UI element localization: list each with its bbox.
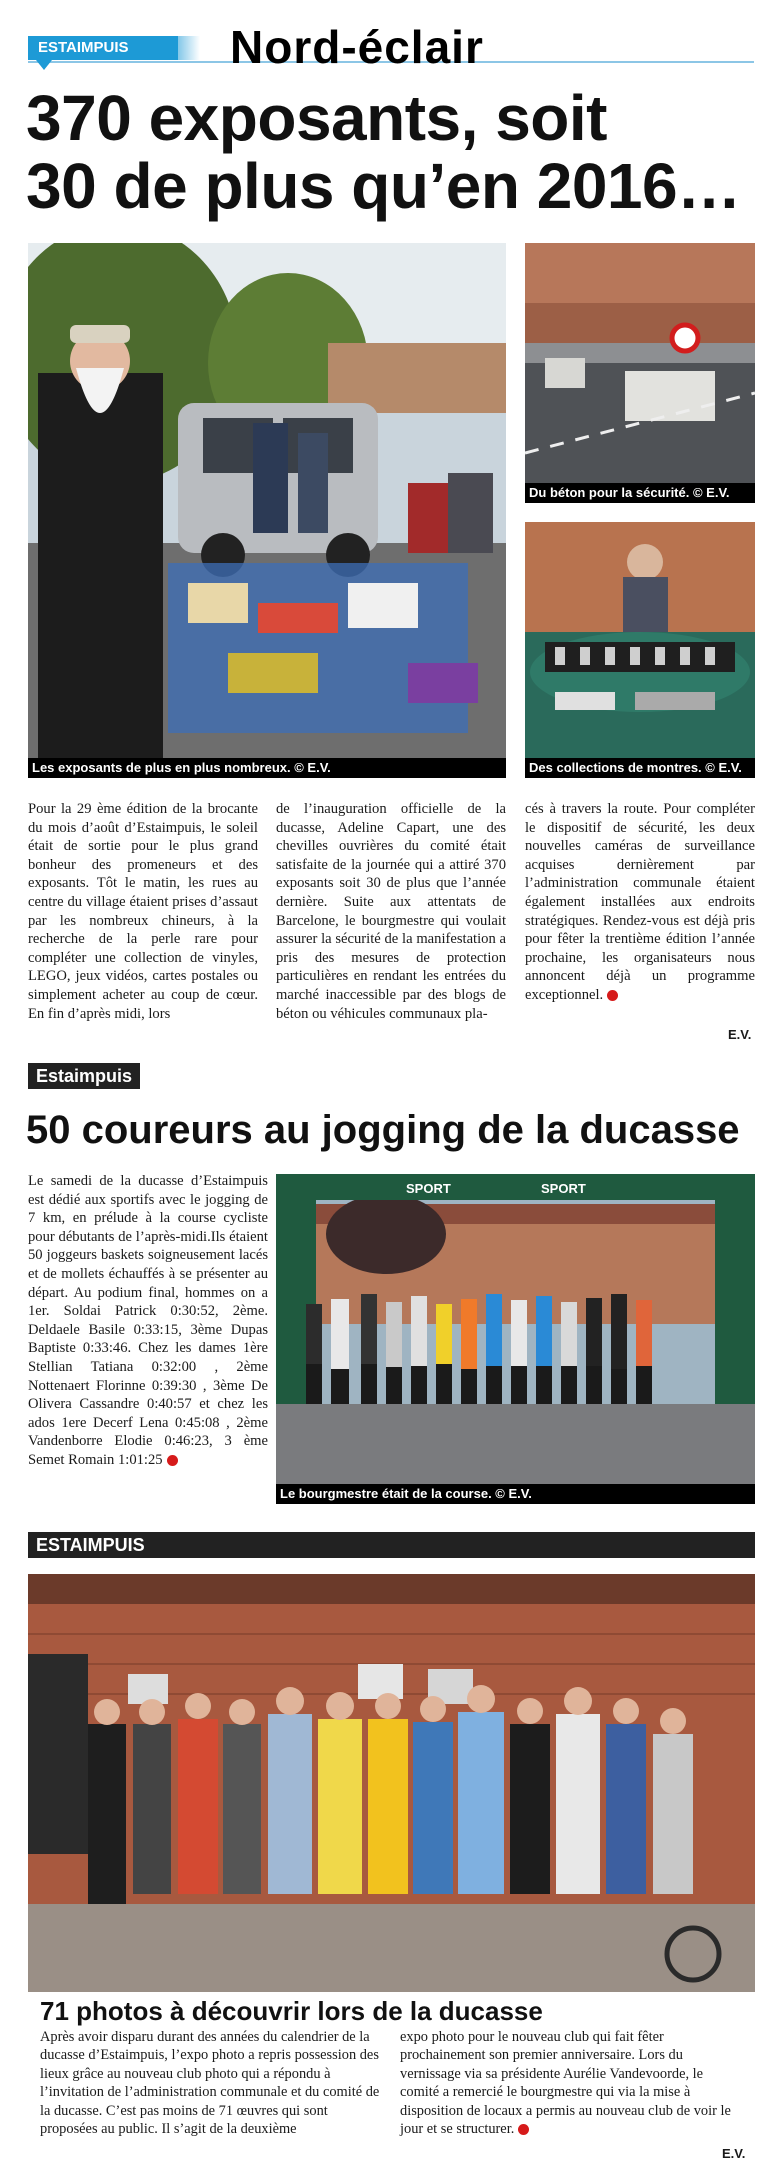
headline [26, 84, 756, 220]
article1-col2-text: de l’inauguration officielle de la ducasse, Adeline Capart, une des chevilles ouvrières du comité était satisfaite de la journée qui a attiré 370 exposants soit 30 de plus que l’année dernière. Suite aux attentats de Barcelone, le bourgmestre qui voulait assurer la sécurité de la manifestation a pris des mesures de protection particulières en rendant les entrées du marché inaccessible par des blogs de béton ou véhicules communaux pla- [276, 801, 506, 1022]
article3-col2-text: expo photo pour le nouveau club qui fait fêter prochainement son premier anniversaire. Lors du vernissage via sa présidente Aurélie Vandevoorde, le comité a remercié le bourgmestre qui via la mise à disposition de locaux a permis au nouveau club de voir le jour et se structurer. [400, 2029, 731, 2138]
end-bullet-icon [518, 2124, 529, 2135]
article1-col3-text: cés à travers la route. Pour compléter le dispositif de sécurité, les deux nouvelles caméras de surveillance acquises dernièrement par l’administration communale étaient également installées aux endroits stratégiques. Rendez-vous est déjà pris pour fêter la trentième édition l’année prochaine, les organisateurs nous annoncent déjà un programme exceptionnel. [525, 801, 755, 1003]
photo-jogging-start [276, 1174, 755, 1504]
article1-col1-text: Pour la 29 ème édition de la brocante du mois d’août d’Estaimpuis, le soleil était de sortie pour le plus grand bonheur des promeneurs et des exposants. Tôt le matin, les rues au centre du village étaient prises d’assaut par les nombreux chineurs, à la recherche de la perle rare pour compléter une collection de vinyles, LEGO, jeux vidéos, cartes postales ou simplement acheter au coup de cœur. En fin d’après midi, lors [28, 801, 258, 1022]
photo-caption: Le bourgmestre était de la course. © E.V. [276, 1484, 755, 1504]
article3-column-1 [40, 2028, 380, 2138]
photo-watches-image [525, 522, 755, 778]
photo-concrete-blocks [525, 243, 755, 503]
headline-line-1: 370 exposants, soit [26, 82, 607, 154]
article2-text: Le samedi de la ducasse d’Estaimpuis est dédié aux sportifs avec le jogging de 7 km, en prélude à la course cycliste pour débutants de l’après-midi.Ils étaient 50 joggeurs baskets soigneusement lacés et de mollets échauffés à se présenter au départ. Au podium final, hommes on a 1er. Soldai Patrick 0:30:52, 2ème. Deldaele Basile 0:33:15, 3ème Dupas Baptiste 0:33:46. Chez les dames 1ère Stellian Tatiana 0:32:00 , 2ème Nottenaert Florinne 0:39:30 , 3ème De Olivera Cassandre 0:40:57 et chez les ados 1ere Decerf Lena 0:45:08 , 2ème Vandenborre Elodie 0:46:23, 3 ème Semet Romain 1:01:25 [28, 1173, 268, 1468]
end-bullet-icon [607, 990, 618, 1001]
photo-club-group [28, 1574, 755, 1992]
article1-column-2 [276, 800, 506, 1023]
article1-signature: E.V. [728, 1027, 752, 1042]
article2-tag: Estaimpuis [28, 1063, 140, 1089]
newspaper-masthead: Nord-éclair [230, 21, 484, 73]
photo-caption: Du béton pour la sécurité. © E.V. [525, 483, 755, 503]
photo-caption: Les exposants de plus en plus nombreux. © E.V. [28, 758, 506, 778]
photo-brocante-image [28, 243, 506, 778]
article3-tag: ESTAIMPUIS [28, 1532, 153, 1558]
end-bullet-icon [167, 1455, 178, 1466]
article3-signature: E.V. [722, 2146, 746, 2161]
rubric-fade [160, 36, 200, 60]
photo-jogging-image [276, 1174, 755, 1504]
arch-text-right: SPORT [541, 1181, 586, 1196]
photo-watch-collection [525, 522, 755, 778]
article3-tag-bar [28, 1532, 755, 1558]
article1-column-1 [28, 800, 258, 1023]
section-rubric: ESTAIMPUIS [28, 36, 178, 60]
article2-title: 50 coureurs au jogging de la ducasse [26, 1108, 740, 1152]
rubric-tick [36, 60, 52, 70]
article3-title: 71 photos à découvrir lors de la ducasse [40, 1996, 543, 2026]
photo-caption: Des collections de montres. © E.V. [525, 758, 755, 778]
article3-column-2 [400, 2028, 740, 2138]
article3-col1-text: Après avoir disparu durant des années du calendrier de la ducasse d’Estaimpuis, l’expo photo a repris possession des lieux grâce au nouveau club photo qui a répondu à l’invitation de l’administration communale et du comité de la ducasse. C’est pas moins de 71 œuvres qui sont proposées au public. Il s’agit de la deuxième [40, 2029, 380, 2138]
photo-concrete-image [525, 243, 755, 503]
arch-text-left: SPORT [406, 1181, 451, 1196]
headline-line-2: 30 de plus qu’en 2016… [26, 150, 741, 222]
photo-brocante-exhibitors [28, 243, 506, 778]
article1-column-3 [525, 800, 755, 1005]
photo-club-image [28, 1574, 755, 1992]
article2-text-column [28, 1172, 268, 1470]
